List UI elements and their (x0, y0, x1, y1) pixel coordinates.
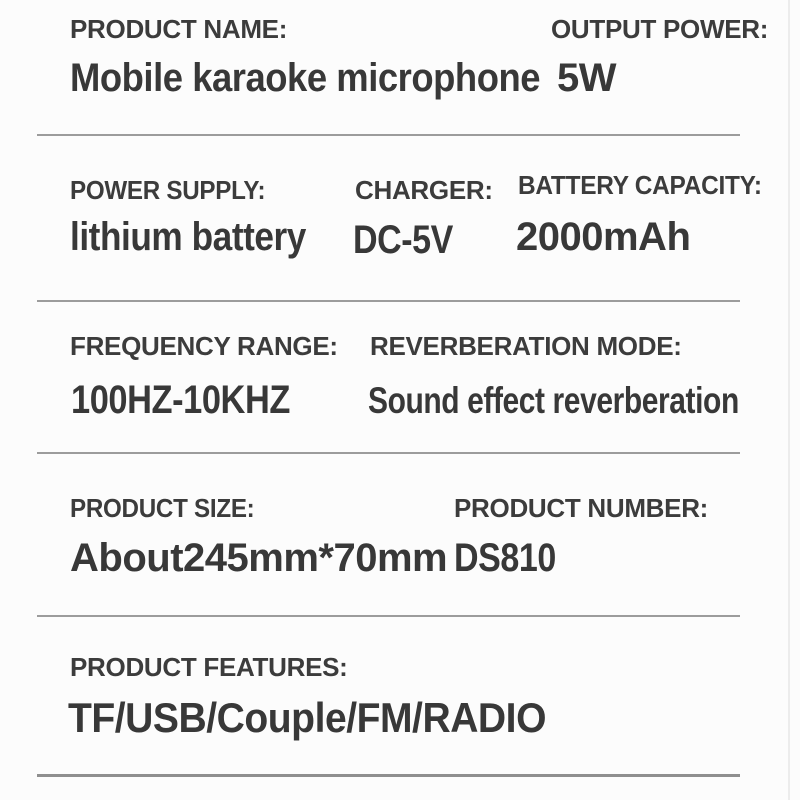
frequency-range-label: FREQUENCY RANGE: (70, 331, 338, 361)
output-power-label: OUTPUT POWER: (551, 14, 769, 44)
frequency-range-value: 100HZ-10KHZ (71, 378, 290, 422)
section-divider (37, 300, 740, 302)
reverberation-mode-value: Sound effect reverberation (368, 380, 739, 421)
product-features-label: PRODUCT FEATURES: (70, 652, 348, 682)
product-name-value: Mobile karaoke microphone (70, 56, 541, 100)
product-size-label: PRODUCT SIZE: (70, 493, 255, 523)
product-name-label: PRODUCT NAME: (70, 14, 288, 44)
product-size-value: About245mm*70mm (70, 536, 448, 580)
battery-capacity-value: 2000mAh (516, 215, 691, 259)
section-divider (37, 452, 740, 454)
product-features-value: TF/USB/Couple/FM/RADIO (68, 694, 546, 741)
power-supply-label: POWER SUPPLY: (70, 175, 266, 205)
output-power-value: 5W (557, 56, 616, 100)
section-divider (37, 134, 740, 136)
product-number-label: PRODUCT NUMBER: (454, 493, 709, 523)
bottom-divider (37, 774, 740, 777)
battery-capacity-label: BATTERY CAPACITY: (518, 170, 762, 200)
power-supply-value: lithium battery (70, 215, 306, 259)
page-edge-line (788, 0, 790, 800)
product-number-value: DS810 (454, 536, 556, 580)
charger-label: CHARGER: (355, 175, 493, 205)
charger-value: DC-5V (353, 218, 453, 262)
reverberation-mode-label: REVERBERATION MODE: (370, 331, 682, 361)
section-divider (37, 615, 740, 617)
